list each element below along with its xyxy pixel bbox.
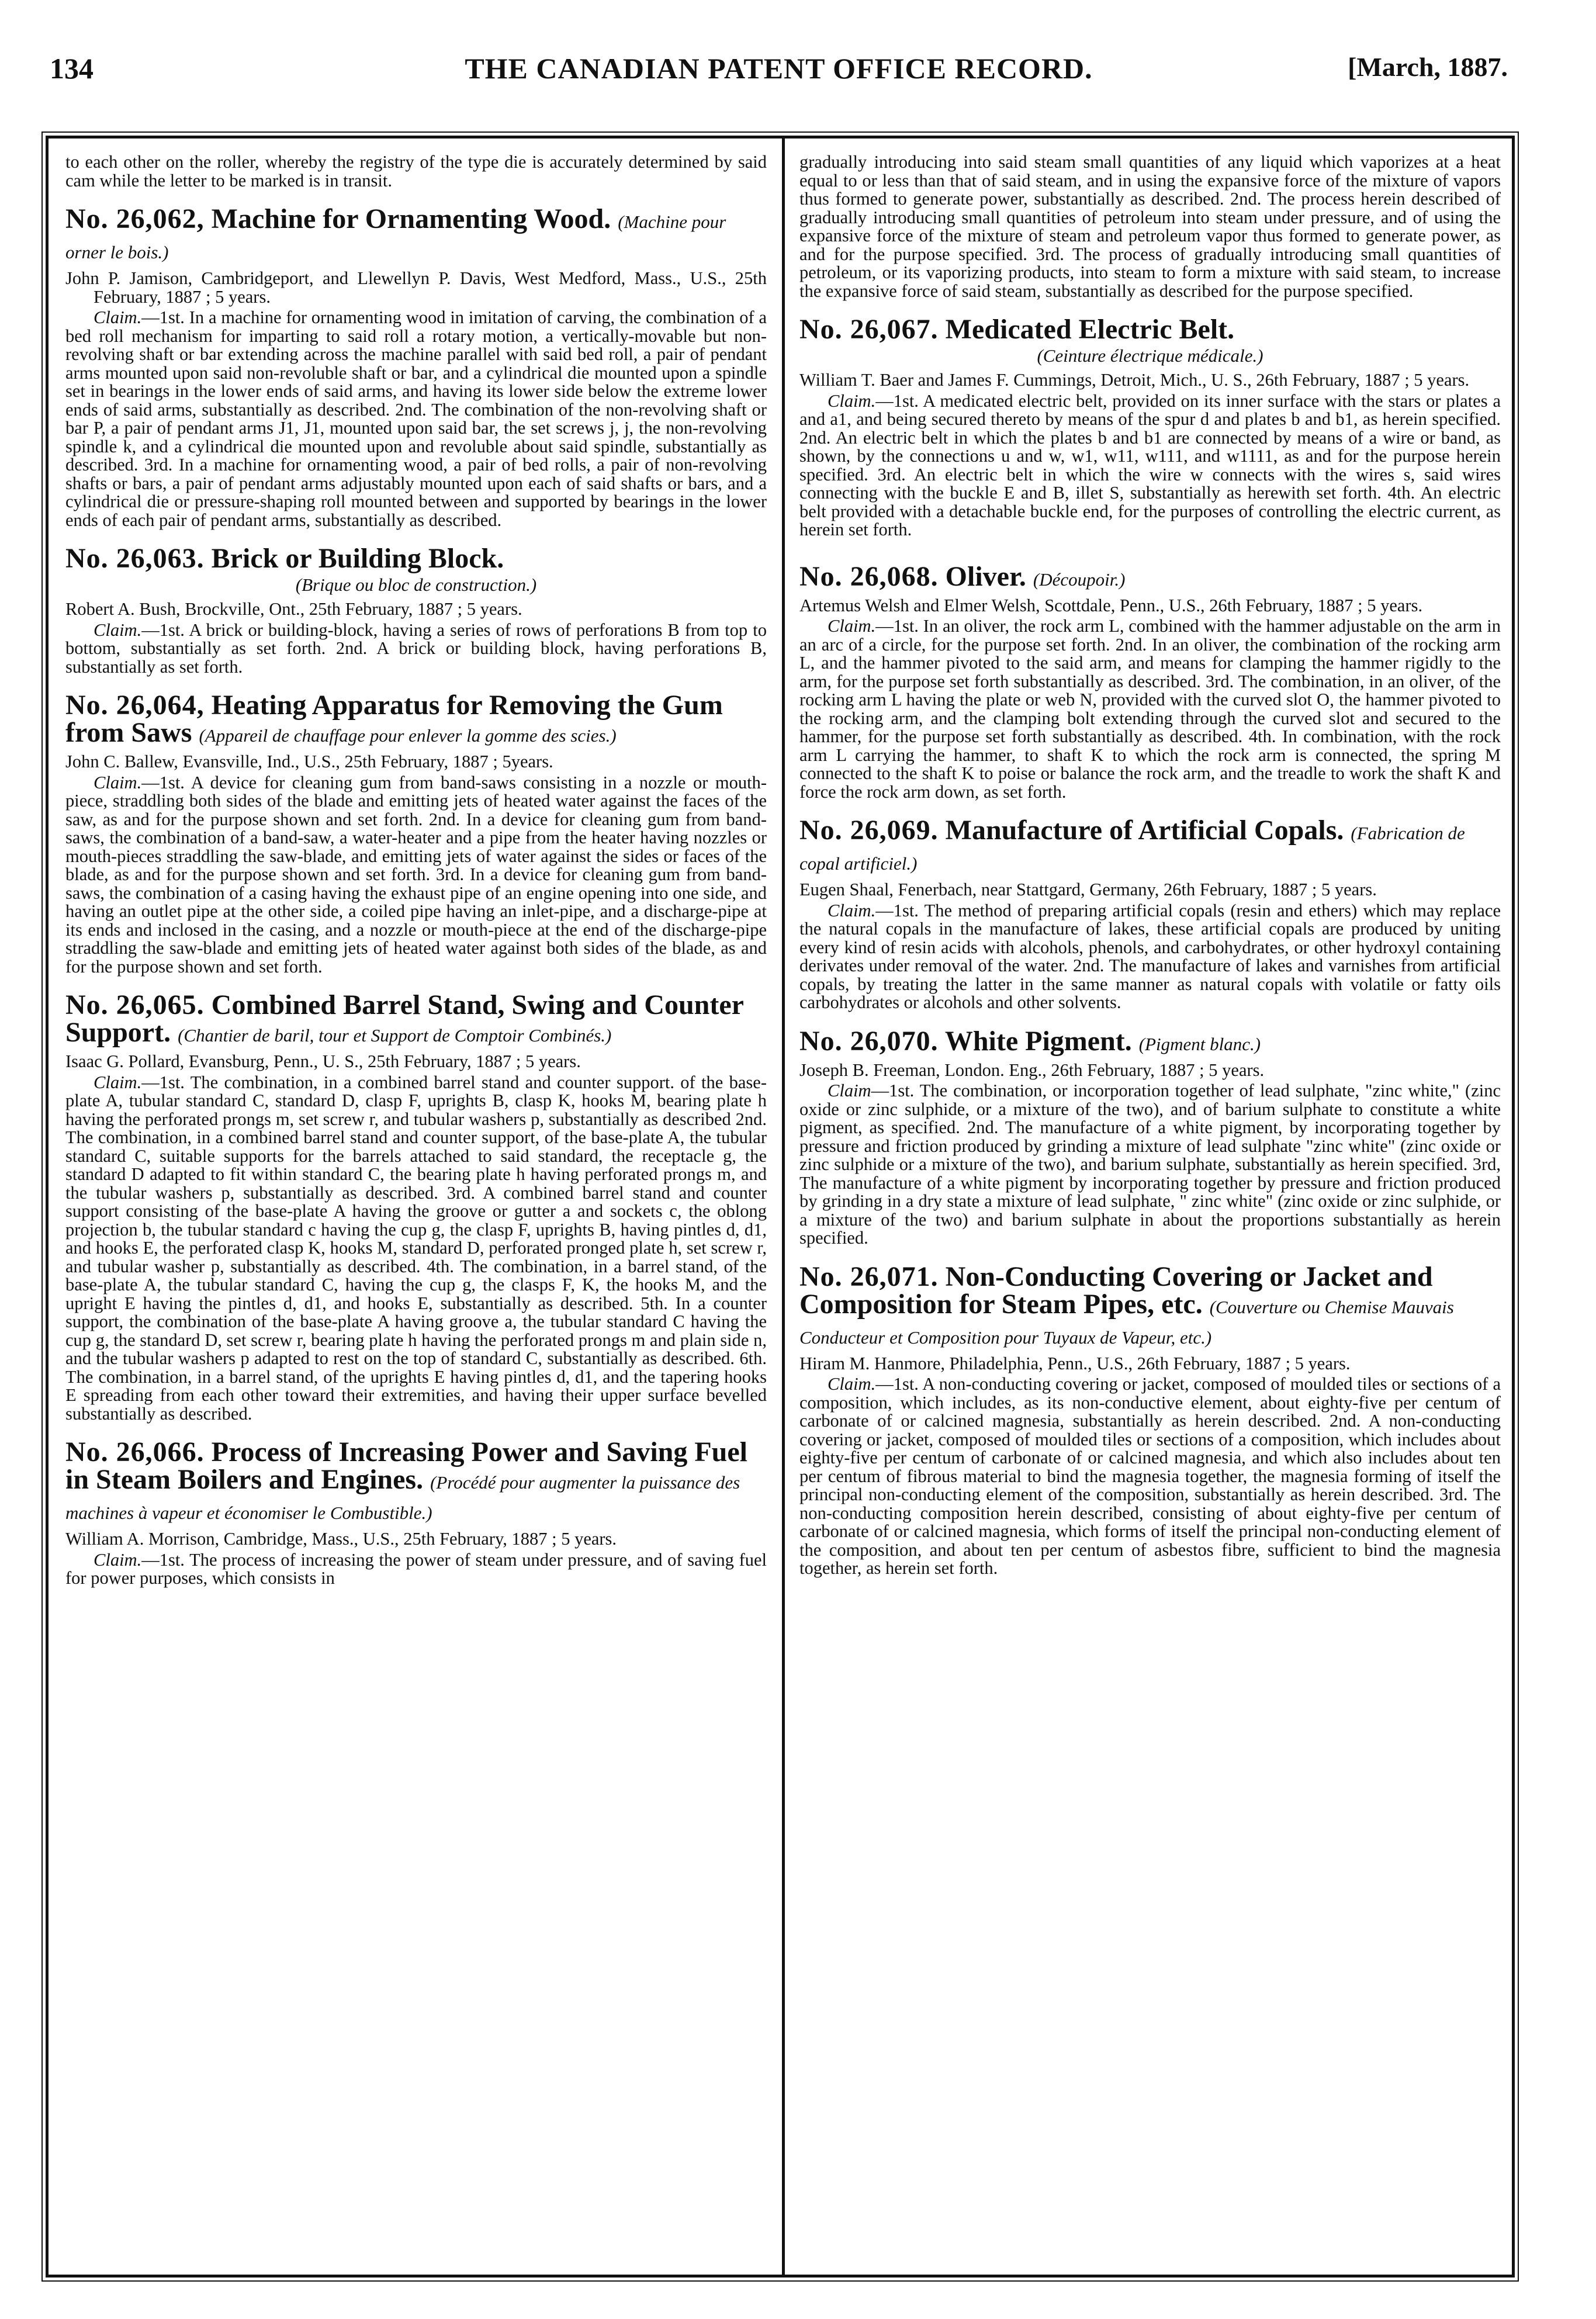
french-title: (Couverture ou Chemise Mauvais Conducteur et Composition pour Tuyaux de Vapeur, etc.) [799, 1296, 1454, 1348]
patent-title: Machine for Ornamenting Wood. [211, 203, 611, 234]
claim-text: —1st. A medicated electric belt, provided on its inner surface with the stars or plates a and a1, and being secured thereto by means of the spur d and plates b and b1, as herein specified. 2nd. An electric belt in which the plates b and b1 are connected by means of a wire or band, as shown, by the connections u and w, w1, w11, w111, and w1111, as and for the purpose herein specified. 3rd. An electric belt in which the wire w connects with the wires s, said wires connecting with the buckle E and B, illet S, substantially as herewith set forth. 4th. An electric belt provided with a detachable buckle end, for the purposes of controlling the electric current, as herein set forth. [799, 390, 1501, 539]
patent-heading [799, 816, 1501, 877]
continuation-text: to each other on the roller, whereby the registry of the type die is accurately determined by said cam while the letter to be marked is in transit. [65, 153, 767, 191]
patent-inventor: John C. Ballew, Evansville, Ind., U.S., 25th February, 1887 ; 5years. [65, 752, 553, 771]
claim-text: —1st. The combination, in a combined barrel stand and counter support. of the base-plate A, tubular standard C, standard D, clasp F, uprights B, clasp K, hooks M, bearing plate h having the perforated prongs m, set screw r, and tubular washers p, substantially as described 2nd. The combination, in a combined barrel stand and counter support, of the base-plate A, the tubular standard C, suitable supports for the barrels attached to said standard, the receptacle g, the standard D adapted to fit within standard C, the bearing plate h having perforated prongs m, and the tubular washers p, substantially as described. 3rd. A combined barrel stand and counter support consisting of the base-plate A having the groove or gutter a and sockets c, the oblong projection b, the tubular standard c having the cup g, the clasp F, uprights B, having pintles d, d1, and hooks E, the perforated clasp K, hooks M, standard D, perforated pronged plate h, set screw r, and tubular washer p, substantially as described. 4th. The combination, in a barrel stand, of the base-plate A, the tubular standard C, having the cup g, the clasps F, K, the hooks M, and the upright E having the pintles d, d1, and hooks E, substantially as described. 5th. In a counter support, the combination of the base-plate A having groove a, the tubular standard C having the cup g, the standard D, set screw r, bearing plate h having the perforated prongs m and plain side n, and the tubular washers p adapted to rest on the top of standard C, substantially as described. 6th. The combination, in a barrel stand, of the uprights E having pintles d, d1, and the tapering hooks E spreading from each other toward their extremities, and having their upper surface bevelled substantially as described. [65, 1072, 767, 1424]
patent-number: No. 26,062, [65, 203, 205, 234]
patent-claim [65, 309, 767, 529]
patent-title: Medicated Electric Belt. [945, 314, 1235, 345]
patent-claim [799, 617, 1501, 801]
patent-26063 [65, 545, 767, 676]
french-title: (Ceinture électrique médicale.) [1037, 345, 1263, 366]
patent-inventor: Robert A. Bush, Brockville, Ont., 25th February, 1887 ; 5 years. [65, 599, 522, 619]
french-title: (Brique ou bloc de construction.) [295, 574, 537, 595]
claim-text: —1st. A non-conducting covering or jacket, composed of moulded tiles or sections of a composition, which includes, as its non-conductive element, about eighty-five per centum of carbonate of or calcined magnesia, substantially as herein described. 2nd. A non-conducting covering or jacket, composed of moulded tiles or sections of a composition, which includes about eighty-five per centum of carbonate of or calcined magnesia, and which also includes about ten per centum of fibrous material to bind the magnesia together, the magnesia forming of itself the principal non-conducting element of the composition, substantially as herein described. 3rd. The non-conducting composition herein described, consisting of about eighty-five per centum of carbonate of or calcined magnesia, which forms of itself the principal non-conducting element of the composition, and about ten per centum of asbestos fibre, sufficient to bind the magnesia together, as herein set forth. [799, 1374, 1501, 1578]
claim-label: Claim. [94, 772, 142, 792]
patent-heading [799, 560, 1501, 593]
claim-label: Claim. [828, 616, 876, 636]
patent-title: Brick or Building Block. [211, 543, 504, 574]
patent-number: No. 26,069. [799, 815, 939, 846]
patent-title: Combined Barrel Stand, Swing and Counter Support. [65, 989, 744, 1048]
french-title: (Chantier de baril, tour et Support de Comptoir Combinés.) [178, 1025, 612, 1046]
claim-label: Claim. [828, 390, 876, 411]
right-column [799, 153, 1501, 2257]
french-title: (Découpoir.) [1033, 569, 1126, 590]
patent-26064 [65, 691, 767, 976]
claim-text: —1st. In a machine for ornamenting wood in imitation of carving, the combination of a bed roll mechanism for imparting to said roll a rotary motion, a vertically-movable but non-revolving shaft or bar extending across the machine parallel with said bed roll, a pair of pendant arms mounted upon said non-revoluble shaft or bar, and a cylindrical die mounted upon a spindle set in bearings in the lower ends of said arms, and having its lower side below the extreme lower ends of said arms, substantially as described. 2nd. The combination of the non-revolving shaft or bar P, a pair of pendant arms J1, J1, mounted upon said bar, the set screws j, j, the non-revolving spindle k, and a cylindrical die mounted upon and revoluble about said spindle, substantially as described. 3rd. In a machine for ornamenting wood, a pair of bed rolls, a pair of non-revolving shafts or bars, a pair of pendant arms adjustably mounted upon each of said shafts or bars, and a cylindrical die or pressure-shaping roll mounted between and supported by bearings in the lower ends of each pair of pendant arms, substantially as described. [65, 307, 767, 530]
patent-26062 [65, 205, 767, 529]
patent-26066 [65, 1438, 767, 1588]
patent-inventor: Hiram M. Hanmore, Philadelphia, Penn., U.S., 26th February, 1887 ; 5 years. [799, 1353, 1351, 1373]
patent-number: No. 26,068. [799, 560, 939, 592]
patent-title: Heating Apparatus for Removing the Gum from Saws [65, 690, 723, 748]
claim-text: —1st. The process of increasing the power of steam under pressure, and of saving fuel for power purposes, which consists in [65, 1549, 767, 1588]
patent-claim [799, 392, 1501, 539]
patent-inventor: Eugen Shaal, Fenerbach, near Stattgard, Germany, 26th February, 1887 ; 5 years. [799, 880, 1377, 899]
patent-number: No. 26,070. [799, 1025, 939, 1057]
french-title: (Machine pour orner le bois.) [65, 212, 726, 262]
french-title: (Appareil de chauffage pour enlever la gomme des scies.) [199, 725, 617, 746]
claim-label: Claim [828, 1081, 871, 1100]
patent-inventor: Joseph B. Freeman, London. Eng., 26th February, 1887 ; 5 years. [799, 1060, 1265, 1080]
patent-inventor: William A. Morrison, Cambridge, Mass., U.S., 25th February, 1887 ; 5 years. [65, 1529, 617, 1549]
patent-title: Manufacture of Artificial Copals. [945, 815, 1344, 846]
patent-number: No. 26,067. [799, 314, 939, 345]
claim-label: Claim. [828, 1374, 876, 1394]
patent-heading [65, 545, 767, 572]
patent-claim [65, 774, 767, 977]
patent-26071 [799, 1263, 1501, 1578]
continuation-text: gradually introducing into said steam small quantities of any liquid which vaporizes at a heat equal to or less than that of said steam, and in using the expansive force of the mixture of vapors thus formed to generate power, substantially as described. 2nd. The process herein described of gradually introducing small quantities of petroleum into steam under pressure, and of using the expansive force of the mixture of steam and petroleum vapor thus formed to generate power, as and for the purpose specified. 3rd. The process of gradually introducing small quantities of petroleum, or its vaporizing products, into steam to form a mixture with said steam, to increase the expansive force of said steam, substantially as described for the purpose specified. [799, 153, 1501, 301]
claim-text: —1st. The method of preparing artificial copals (resin and ethers) which may replace the natural copals in the manufacture of lakes, these artificial copals are produced by uniting every kind of resin acids with alcohols, phenols, and carbohydrates, or other hydroxyl containing derivates under removal of the water. 2nd. The manufacture of lakes and varnishes from artificial copals, by treating the latter in the same manner as natural copals with volatile or fatty oils carbohydrates or alcohols and other solvents. [799, 900, 1501, 1012]
page-number: 134 [50, 52, 94, 85]
claim-text: —1st. A brick or building-block, having a series of rows of perforations B from top to bottom, substantially as set forth. 2nd. A brick or building block, having perforations B, substantially as set forth. [65, 619, 767, 677]
journal-title: THE CANADIAN PATENT OFFICE RECORD. [465, 52, 1093, 85]
patent-claim [65, 1551, 767, 1588]
page-header [50, 51, 1508, 98]
claim-text: —1st. In an oliver, the rock arm L, combined with the hammer adjustable on the arm in an arc of a circle, for the purpose set forth. 2nd. In an oliver, the combination of the rocking arm L, and the hammer pivoted to the said arm, and means for clamping the hammer rigidly to the arm, for the purpose set forth substantially as described. 3rd. The combination, in an oliver, of the rocking arm L having the plate or web N, provided with the curved slot O, the hammer pivoted to the rocking arm, and the clamping bolt extending through the curved slot and secured to the hammer, for the purpose set forth substantially as described. 4th. In combination, with the rock arm L carrying the hammer, to shaft K to which the rock arm is connected, the spring M connected to the shaft K to poise or balance the rock arm, and the treadle to work the shaft K and force the rock arm down, as set forth. [799, 616, 1501, 802]
left-column [65, 153, 767, 2257]
french-title: (Pigment blanc.) [1138, 1033, 1261, 1054]
patent-number: No. 26,063. [65, 543, 205, 574]
patent-heading [65, 205, 767, 266]
patent-26069 [799, 816, 1501, 1012]
patent-26068 [799, 560, 1501, 802]
claim-label: Claim. [828, 900, 876, 920]
patent-heading [65, 691, 767, 749]
patent-title: Process of Increasing Power and Saving Fuel in Steam Boilers and Engines. [65, 1437, 748, 1495]
patent-26065 [65, 991, 767, 1423]
patent-inventor: William T. Baer and James F. Cummings, Detroit, Mich., U. S., 26th February, 1887 ; 5 years. [799, 370, 1470, 390]
patent-number: No. 26,071. [799, 1261, 939, 1292]
claim-label: Claim. [94, 1549, 142, 1570]
patent-number: No. 26,065. [65, 989, 205, 1020]
claim-label: Claim. [94, 1072, 142, 1092]
patent-heading [799, 316, 1501, 343]
claim-label: Claim. [94, 619, 142, 640]
french-title: (Procédé pour augmenter la puissance des machines à vapeur et économiser le Combustible.) [65, 1472, 740, 1523]
patent-heading [65, 1438, 767, 1527]
patent-claim [65, 1074, 767, 1424]
claim-text: —1st. The combination, or incorporation together of lead sulphate, "zinc white," (zinc oxide or zinc sulphide, or a mixture of the two), and of barium sulphate to constitute a white pigment, as specified. 2nd. The manufacture of a white pigment, by incorporating together by pressure and friction produced by grinding a mixture of lead sulphate "zinc white" (zinc oxide or zinc sulphide or a mixture of the two), and barium sulphate, substantially as herein specified. 3rd, The manufacture of a white pigment by incorporating together by pressure and friction produced by grinding in a dry state a mixture of lead sulphate, " zinc white" (zinc oxide or zinc sulphide, or a mixture of the two) and barium sulphate in about the proportions substantially as herein specified. [799, 1081, 1501, 1248]
patent-heading [65, 991, 767, 1049]
patent-claim [65, 621, 767, 677]
patent-title: Oliver. [945, 560, 1026, 592]
patent-claim [799, 1082, 1501, 1248]
patent-26070 [799, 1027, 1501, 1248]
claim-label: Claim. [94, 307, 142, 327]
patent-title: Non-Conducting Covering or Jacket and Composition for Steam Pipes, etc. [799, 1261, 1433, 1320]
patent-inventor: John P. Jamison, Cambridgeport, and Llewellyn P. Davis, West Medford, Mass., U.S., 25th February, 1887 ; 5 years. [65, 268, 767, 307]
patent-heading [799, 1263, 1501, 1351]
patent-number: No. 26,064, [65, 690, 205, 721]
column-divider [782, 136, 785, 2278]
patent-claim [799, 1375, 1501, 1578]
patent-number: No. 26,066. [65, 1437, 205, 1467]
claim-text: —1st. A device for cleaning gum from band-saws consisting in a nozzle or mouth-piece, straddling both sides of the blade and emitting jets of heated water against the faces of the saw, as and for the purpose shown and set forth. 2nd. In a device for cleaning gum from band-saws, the combination of a band-saw, a water-heater and a pipe from the heater having nozzles or mouth-pieces straddling the saw-blade, and emitting jets of water against the sides or faces of the blade, as and for the purpose shown and set forth. 3rd. In a device for cleaning gum from band-saws, the combination of a casing having the exhaust pipe of an engine opening into one side, and having an outlet pipe at the other side, a coiled pipe having an inlet-pipe, and a discharge-pipe at its ends and inclosed in the casing, and a nozzle or mouth-piece at the end of the discharge-pipe straddling the saw-blade and emitting jets of heated water against both sides of the blade, as and for the purpose shown and set forth. [65, 772, 767, 977]
patent-inventor: Isaac G. Pollard, Evansburg, Penn., U. S., 25th February, 1887 ; 5 years. [65, 1051, 581, 1071]
patent-heading [799, 1027, 1501, 1058]
patent-title: White Pigment. [944, 1025, 1132, 1057]
french-title: (Fabrication de copal artificiel.) [799, 823, 1465, 874]
patent-claim [799, 902, 1501, 1012]
patent-inventor: Artemus Welsh and Elmer Welsh, Scottdale, Penn., U.S., 26th February, 1887 ; 5 years. [799, 595, 1423, 615]
patent-26067 [799, 316, 1501, 539]
issue-date: [March, 1887. [1348, 52, 1508, 82]
